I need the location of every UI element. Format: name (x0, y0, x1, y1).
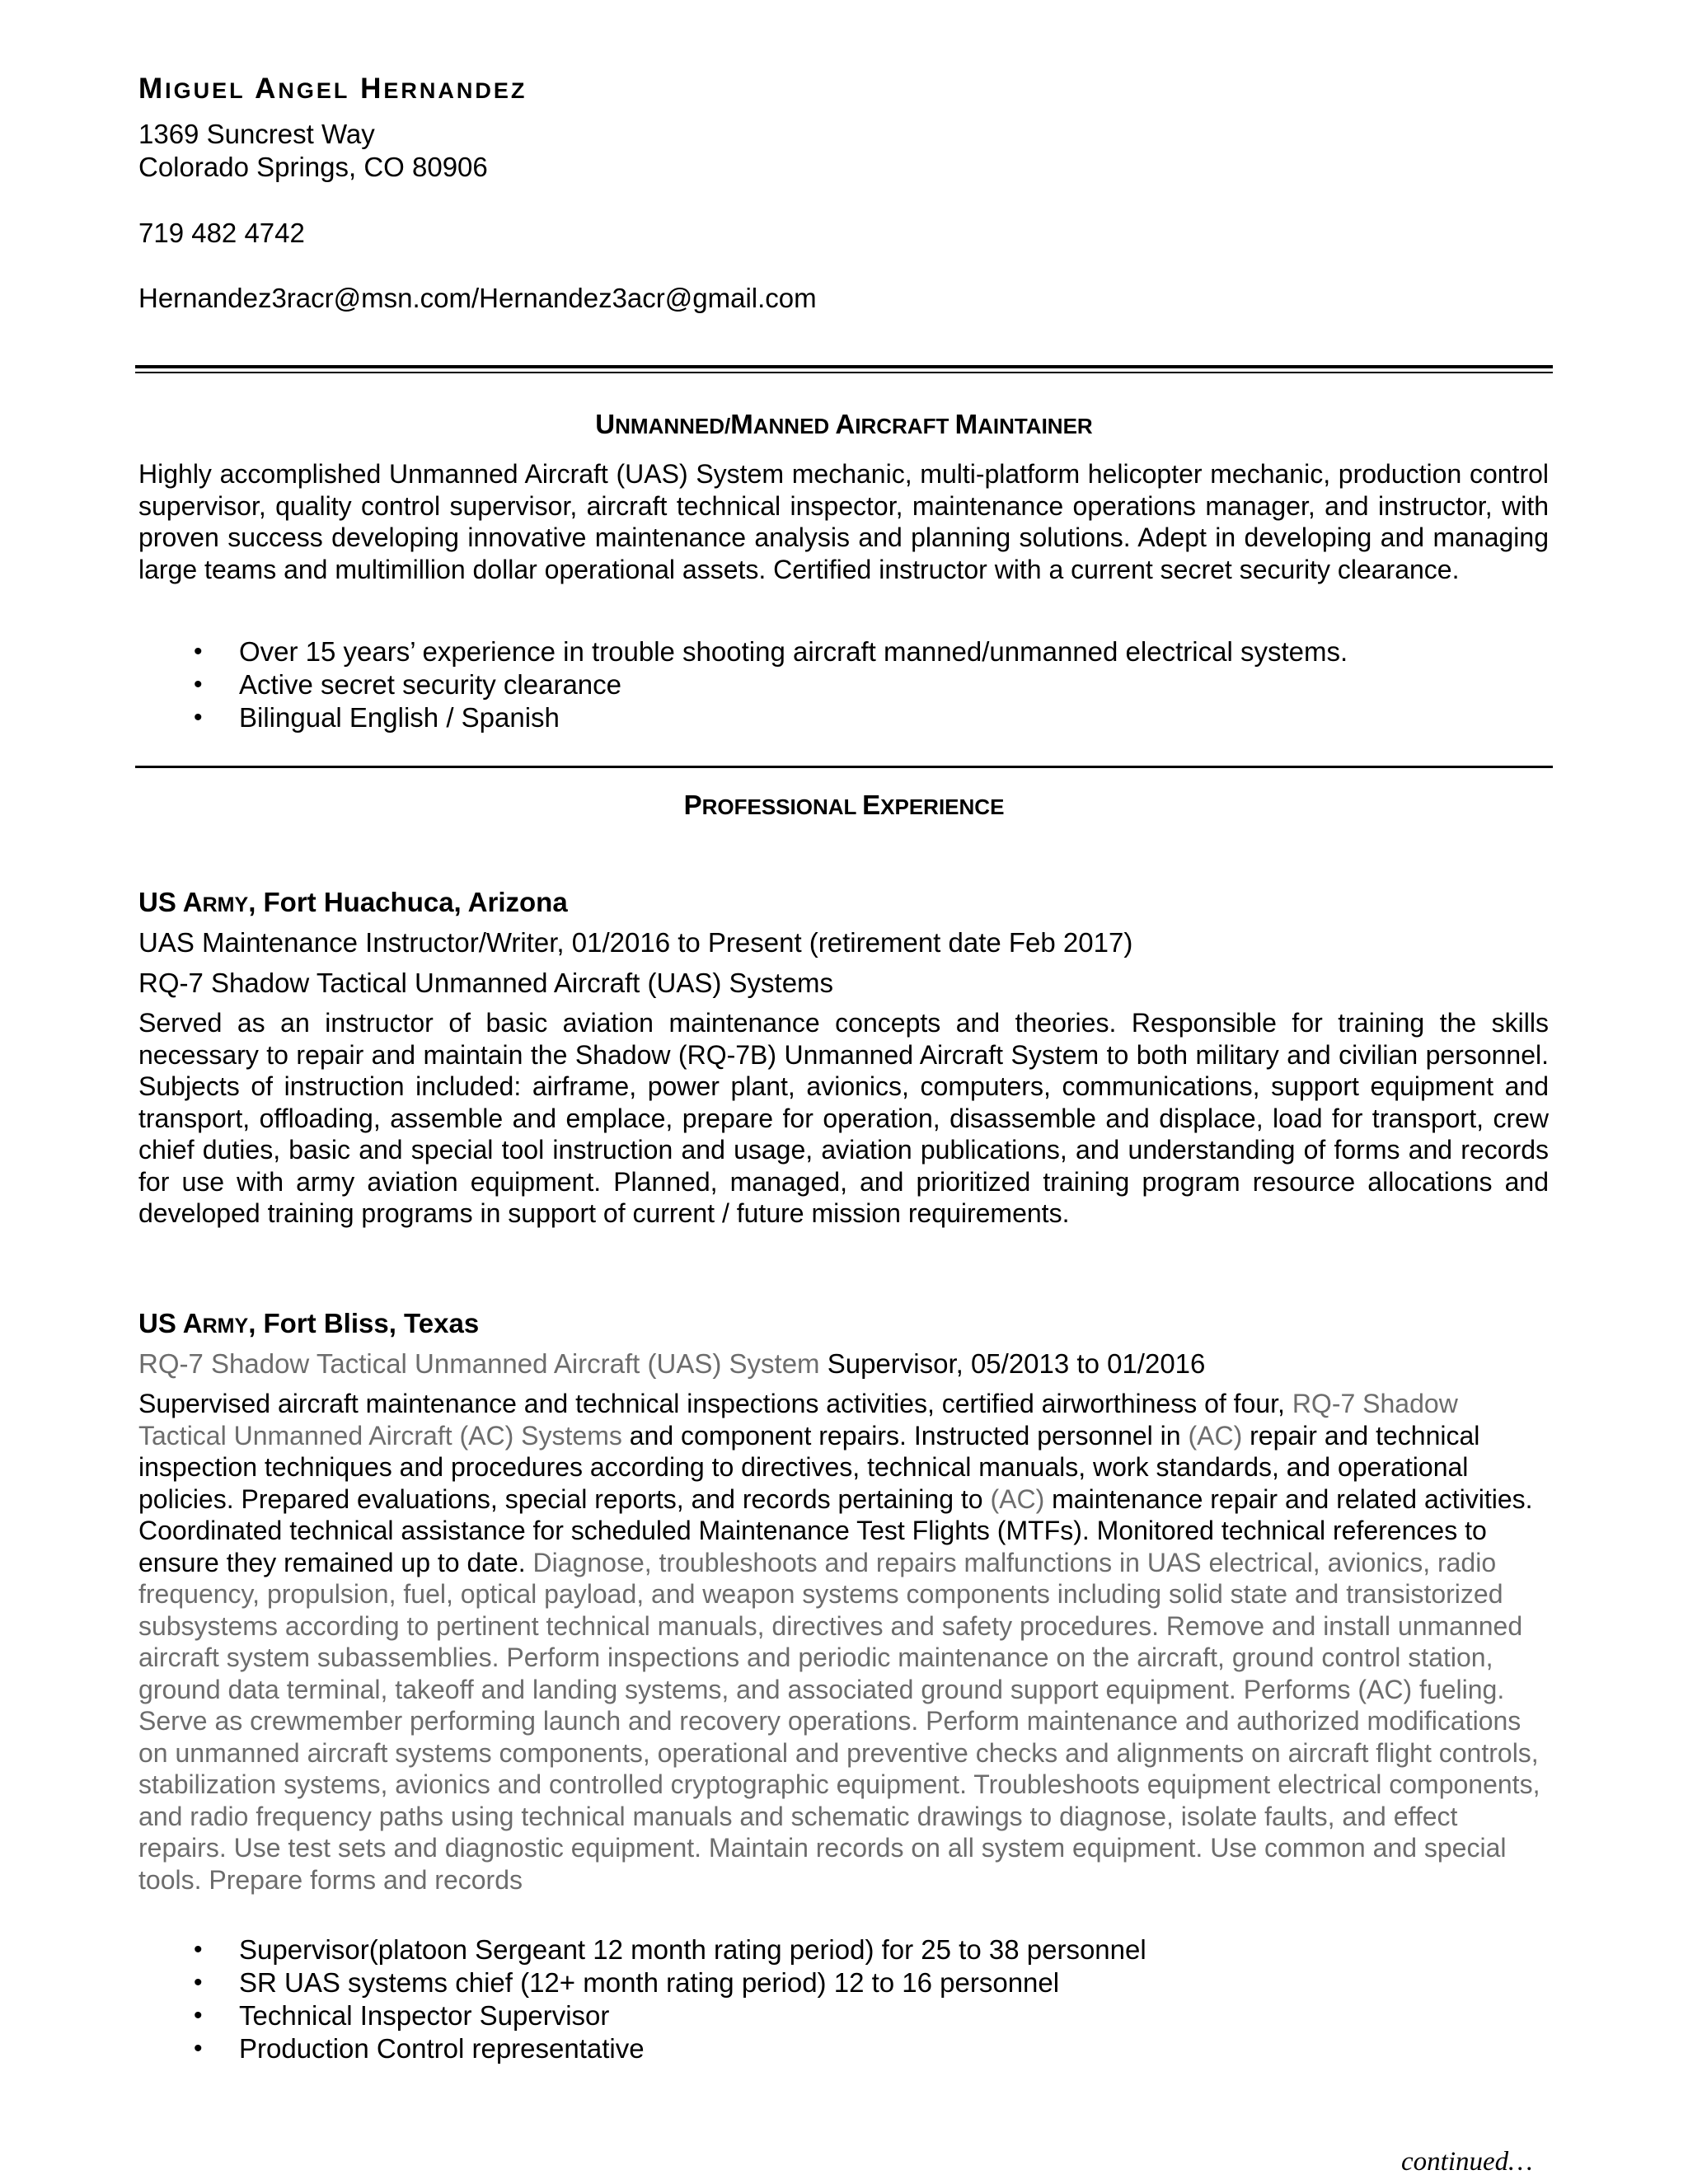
header-rule-thick (135, 365, 1553, 368)
list-item: • Technical Inspector Supervisor (138, 1999, 1146, 2032)
job2-organization: US ARMY, Fort Bliss, Texas (138, 1308, 480, 1338)
address-line-1: 1369 Suncrest Way (138, 119, 375, 149)
job1-description: Served as an instructor of basic aviation maintenance concepts and theories. Responsible for training the skills necessary to repair and maintain the Shadow (RQ-7B) Unmanned Aircraft System to both military and civilian personnel. Subjects of instruction included: airframe, power plant, avionics, computers, communications, support equipment and transport, offloading, assemble and emplace, prepare for operation, disassemble and displace, load for transport, crew chief duties, basic and special tool instruction and usage, aviation publications, and understanding of forms and records for use with army aviation equipment. Planned, managed, and prioritized training program resource allocations and developed training programs in support of current / future mission requirements. (138, 1008, 1549, 1228)
job2-bullets (138, 1933, 1146, 2065)
address-line-2: Colorado Springs, CO 80906 (138, 152, 488, 182)
list-item: • Production Control representative (138, 2032, 1146, 2065)
job2-title: RQ-7 Shadow Tactical Unmanned Aircraft (UAS) System Supervisor, 05/2013 to 01/2016 (138, 1348, 1206, 1379)
continued-label: continued… (1401, 2147, 1533, 2177)
list-item: • Supervisor(platoon Sergeant 12 month rating period) for 25 to 38 personnel (138, 1933, 1146, 1966)
list-item: • SR UAS systems chief (12+ month rating period) 12 to 16 personnel (138, 1966, 1146, 1999)
job2-description: Supervised aircraft maintenance and technical inspections activities, certified airworthiness of four, RQ-7 Shadow Tactical Unmanned Aircraft (AC) Systems and component repairs. Instructed personnel in (AC) repair and technical inspection techniques and procedures according to directives, technical manuals, work standards, and operational policies. Prepared evaluations, special reports, and records pertaining to (AC) maintenance repair and related activities. Coordinated technical assistance for scheduled Maintenance Test Flights (MTFs). Monitored technical references to ensure they remained up to date. Diagnose, troubleshoots and repairs malfunctions in UAS electrical, avionics, radio frequency, propulsion, fuel, optical payload, and weapon systems components including solid state and transistorized subsystems according to pertinent technical manuals, directives and safety procedures. Remove and install unmanned aircraft system subassemblies. Perform inspections and periodic maintenance on the aircraft, ground control station, ground data terminal, takeoff and landing systems, and associated ground support equipment. Performs (AC) fueling. Serve as crewmember performing launch and recovery operations. Perform maintenance and authorized modifications on unmanned aircraft systems components, operational and preventive checks and alignments on aircraft flight controls, stabilization systems, avionics and controlled cryptographic equipment. Troubleshoots equipment electrical components, and radio frequency paths using technical manuals and schematic drawings to diagnose, isolate faults, and effect repairs. Use test sets and diagnostic equipment. Maintain records on all system equipment. Use common and special tools. Prepare forms and records (138, 1389, 1540, 1895)
list-item: • Bilingual English / Spanish (138, 701, 1348, 734)
experience-heading: PROFESSIONAL EXPERIENCE (683, 790, 1005, 820)
list-item: • Over 15 years’ experience in trouble shooting aircraft manned/unmanned electrical systems. (138, 635, 1348, 668)
phone-number: 719 482 4742 (138, 218, 305, 248)
email-address: Hernandez3racr@msn.com/Hernandez3acr@gmail.com (138, 283, 817, 313)
job1-organization: US ARMY, Fort Huachuca, Arizona (138, 887, 568, 917)
job1-title: UAS Maintenance Instructor/Writer, 01/2016 to Present (retirement date Feb 2017) (138, 927, 1133, 958)
section-rule (135, 766, 1553, 768)
job1-system: RQ-7 Shadow Tactical Unmanned Aircraft (UAS) Systems (138, 968, 834, 998)
summary-text: Highly accomplished Unmanned Aircraft (UAS) System mechanic, multi-platform helicopter mechanic, production control supervisor, quality control supervisor, aircraft technical inspector, maintenance operations manager, and instructor, with proven success developing innovative maintenance analysis and planning solutions. Adept in developing and managing large teams and multimillion dollar operational assets. Certified instructor with a current secret security clearance. (138, 459, 1549, 584)
header-rule-thin (135, 372, 1553, 373)
list-item: • Active secret security clearance (138, 668, 1348, 701)
applicant-name: MIGUEL ANGEL HERNANDEZ (138, 73, 528, 105)
summary-bullets (138, 635, 1348, 734)
summary-heading: UNMANNED/MANNED AIRCRAFT MAINTAINER (595, 409, 1093, 439)
